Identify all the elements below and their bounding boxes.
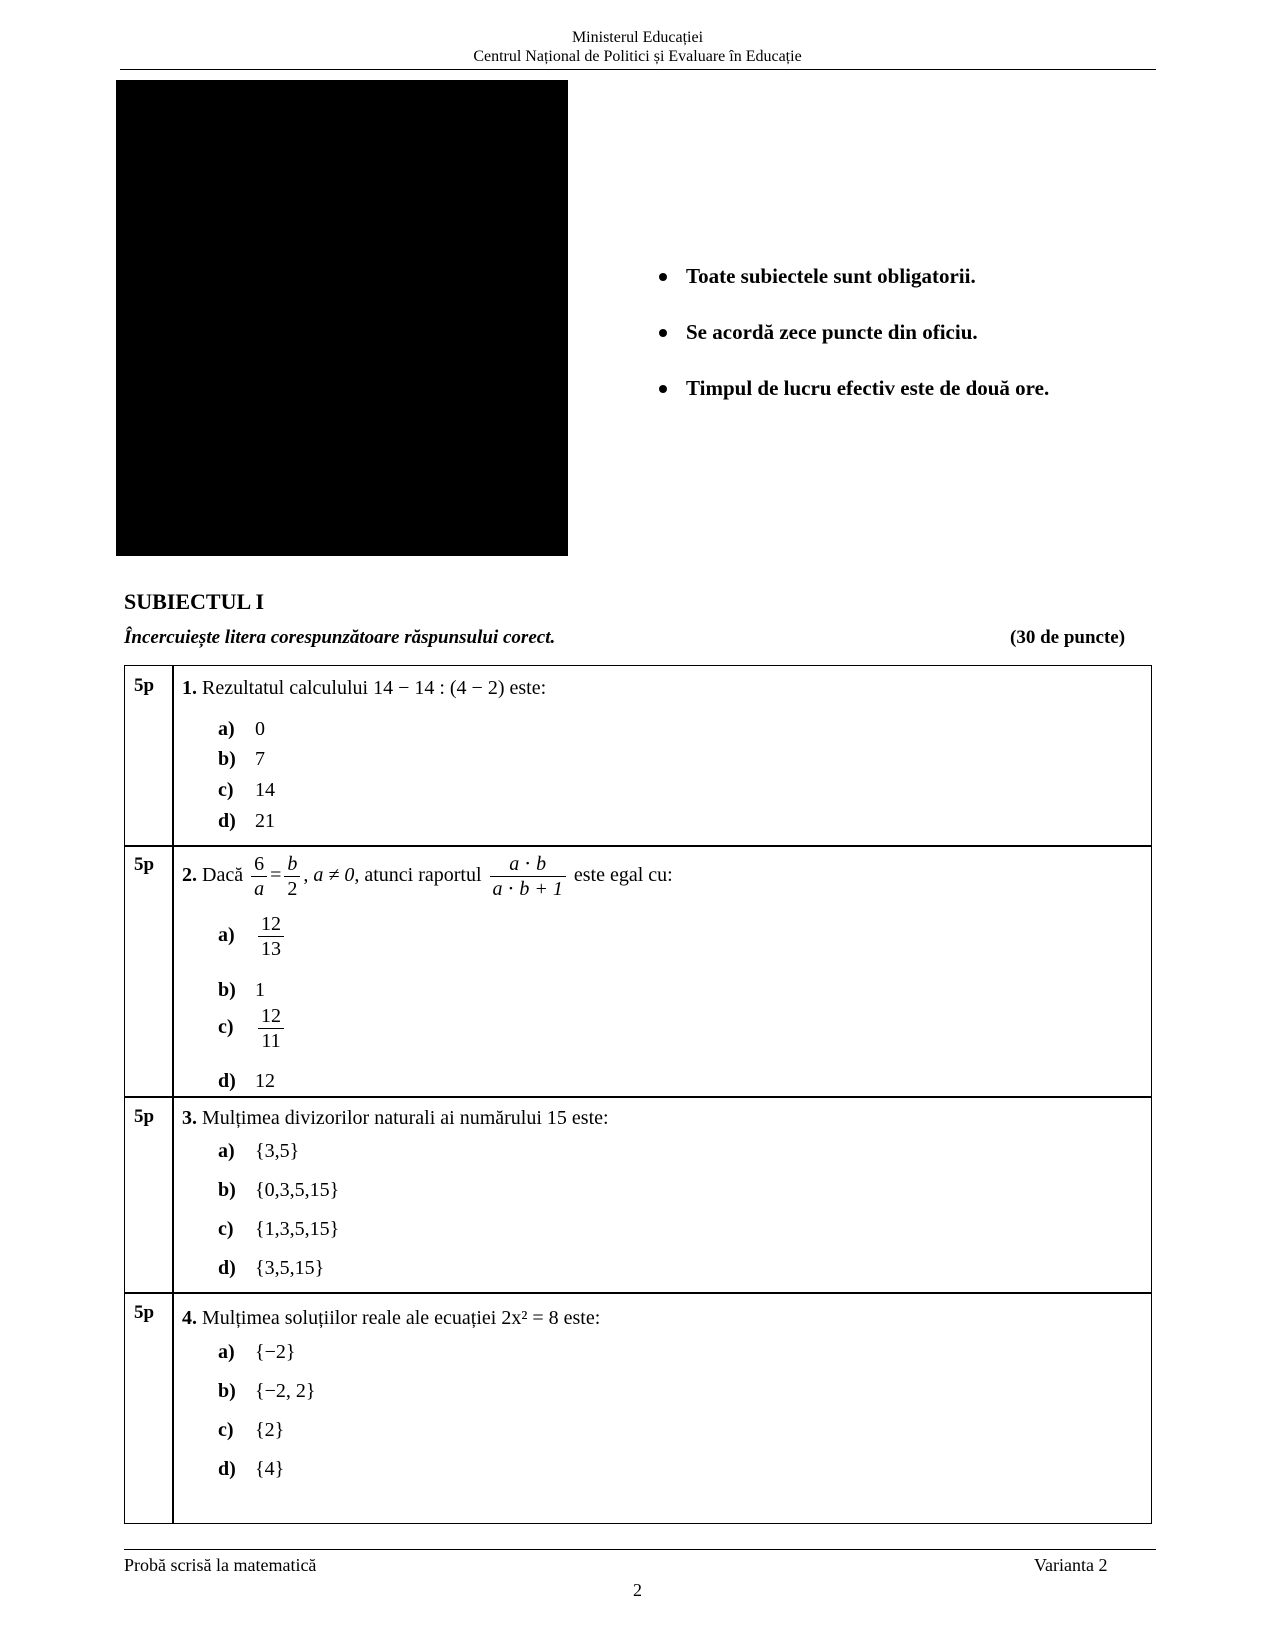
option-label: b) — [218, 1380, 236, 1402]
question-suffix: este: — [509, 677, 547, 699]
fraction-numerator: b — [284, 852, 300, 877]
bullet-icon — [659, 385, 667, 393]
bullet-icon — [659, 273, 667, 281]
question-stem: Dacă — [202, 864, 244, 887]
points-column-divider — [172, 665, 174, 1524]
option-label: a) — [218, 1140, 235, 1162]
subject-title: SUBIECTUL I — [124, 589, 265, 614]
question-points: 5p — [134, 1106, 155, 1127]
option-label: c) — [218, 779, 234, 801]
header-divider — [120, 69, 1156, 70]
fraction-numerator: 12 — [258, 1004, 284, 1029]
option-label: d) — [218, 1070, 236, 1092]
question-suffix: este: — [563, 1307, 601, 1329]
option-value: {−2} — [255, 1341, 296, 1363]
page-number: 2 — [633, 1580, 642, 1600]
option-b[interactable] — [218, 1380, 315, 1403]
option-value: {3,5} — [255, 1140, 300, 1162]
question-stem: Mulțimea divizorilor naturali ai numărului 15 este: — [202, 1107, 609, 1129]
option-value: {0,3,5,15} — [255, 1179, 340, 1201]
option-value: 12 — [255, 1070, 275, 1092]
option-b[interactable] — [218, 979, 265, 1002]
footer-exam-title: Probă scrisă la matematică — [124, 1555, 317, 1575]
option-value: {1,3,5,15} — [255, 1218, 340, 1240]
option-a[interactable] — [218, 1341, 295, 1364]
rule-text: Timpul de lucru efectiv este de două ore. — [686, 376, 1050, 400]
rule-text: Se acordă zece puncte din oficiu. — [686, 320, 978, 344]
option-label: c) — [218, 1016, 234, 1039]
question-number: 2. — [182, 864, 197, 887]
fraction-denominator: 13 — [261, 938, 281, 960]
question-points: 5p — [134, 854, 155, 875]
option-value: 7 — [255, 748, 265, 770]
option-c[interactable] — [218, 1218, 339, 1241]
question-suffix: este egal cu: — [573, 864, 673, 887]
option-label: a) — [218, 1341, 235, 1363]
option-d[interactable] — [218, 1458, 284, 1481]
option-label: b) — [218, 748, 236, 770]
fraction-denominator: 11 — [261, 1030, 281, 1052]
option-label: d) — [218, 1257, 236, 1279]
option-d[interactable] — [218, 810, 275, 833]
option-value: 14 — [255, 779, 275, 801]
question-condition: a ≠ 0 — [313, 864, 355, 887]
fraction-denominator: 2 — [287, 878, 298, 900]
option-value: {4} — [255, 1458, 285, 1480]
fraction-numerator: 6 — [251, 852, 267, 877]
option-label: c) — [218, 1218, 234, 1240]
option-label: d) — [218, 1458, 236, 1480]
fraction-numerator: a ⋅ b — [490, 852, 566, 877]
option-c[interactable] — [218, 1004, 287, 1053]
option-c[interactable] — [218, 779, 275, 802]
footer-variant: Varianta 2 — [1034, 1555, 1108, 1575]
fraction-denominator: a — [254, 878, 265, 900]
option-fraction — [258, 912, 284, 961]
option-value: 0 — [255, 718, 265, 740]
option-label: b) — [218, 1179, 236, 1201]
question-stem: Mulțimea soluțiilor reale ale ecuației — [202, 1307, 497, 1329]
option-label: a) — [218, 924, 235, 947]
footer-divider — [124, 1549, 1156, 1550]
option-label: a) — [218, 718, 235, 740]
header-ministry: Ministerul Educației — [571, 29, 704, 46]
option-fraction — [258, 1004, 284, 1053]
option-a[interactable] — [218, 912, 287, 961]
option-label: d) — [218, 810, 236, 832]
fraction-numerator: 12 — [258, 912, 284, 937]
question-points: 5p — [134, 1302, 155, 1323]
fraction-denominator: a ⋅ b + 1 — [492, 878, 563, 900]
option-value: {3,5,15} — [255, 1257, 325, 1279]
question-2-text: 2. Dacă $\frac{6}{a}$ = $\frac{b}{2}$ , a ≠ 0, atunci raportul $\frac{a \cdot b}{a \cdot b + 1}$ este egal cu: — [182, 853, 673, 900]
subject-instruction: Încercuiește litera corespunzătoare răspunsului corect. — [124, 627, 556, 648]
rules-list — [650, 264, 1049, 432]
option-value: 1 — [255, 979, 265, 1001]
fraction — [284, 852, 300, 901]
question-3-text — [182, 1107, 609, 1130]
ratio-fraction — [490, 852, 566, 901]
option-d[interactable] — [218, 1257, 324, 1280]
option-b[interactable] — [218, 748, 265, 771]
rule-text: Toate subiectele sunt obligatorii. — [686, 264, 976, 288]
option-a[interactable] — [218, 1140, 299, 1163]
option-label: c) — [218, 1419, 234, 1441]
row-divider — [124, 845, 1152, 847]
fraction — [251, 852, 267, 901]
subject-points: (30 de puncte) — [1010, 627, 1126, 648]
question-stem: Rezultatul calculului — [202, 677, 369, 699]
row-divider — [124, 1292, 1152, 1294]
question-1-text — [182, 677, 546, 700]
question-points: 5p — [134, 675, 155, 696]
rule-item — [650, 320, 1049, 376]
question-number: 4. — [182, 1307, 197, 1329]
option-b[interactable] — [218, 1179, 339, 1202]
option-value: 21 — [255, 810, 275, 832]
question-stem-middle: , atunci raportul — [354, 864, 482, 887]
rule-item — [650, 376, 1049, 432]
option-c[interactable] — [218, 1419, 284, 1442]
question-number: 1. — [182, 677, 197, 699]
question-number: 3. — [182, 1107, 197, 1129]
bullet-icon — [659, 329, 667, 337]
rule-item — [650, 264, 1049, 320]
option-value: {−2, 2} — [255, 1380, 316, 1402]
option-d[interactable] — [218, 1070, 275, 1093]
option-label: b) — [218, 979, 236, 1001]
header-center: Centrul Național de Politici și Evaluare în Educație — [473, 48, 802, 65]
question-4-text — [182, 1307, 600, 1330]
option-a[interactable] — [218, 718, 265, 741]
row-divider — [124, 1096, 1152, 1098]
redacted-block — [116, 80, 568, 556]
question-expression: 2x² = 8 — [501, 1307, 559, 1329]
question-expression: 14 − 14 : (4 − 2) — [373, 677, 505, 699]
option-value: {2} — [255, 1419, 285, 1441]
